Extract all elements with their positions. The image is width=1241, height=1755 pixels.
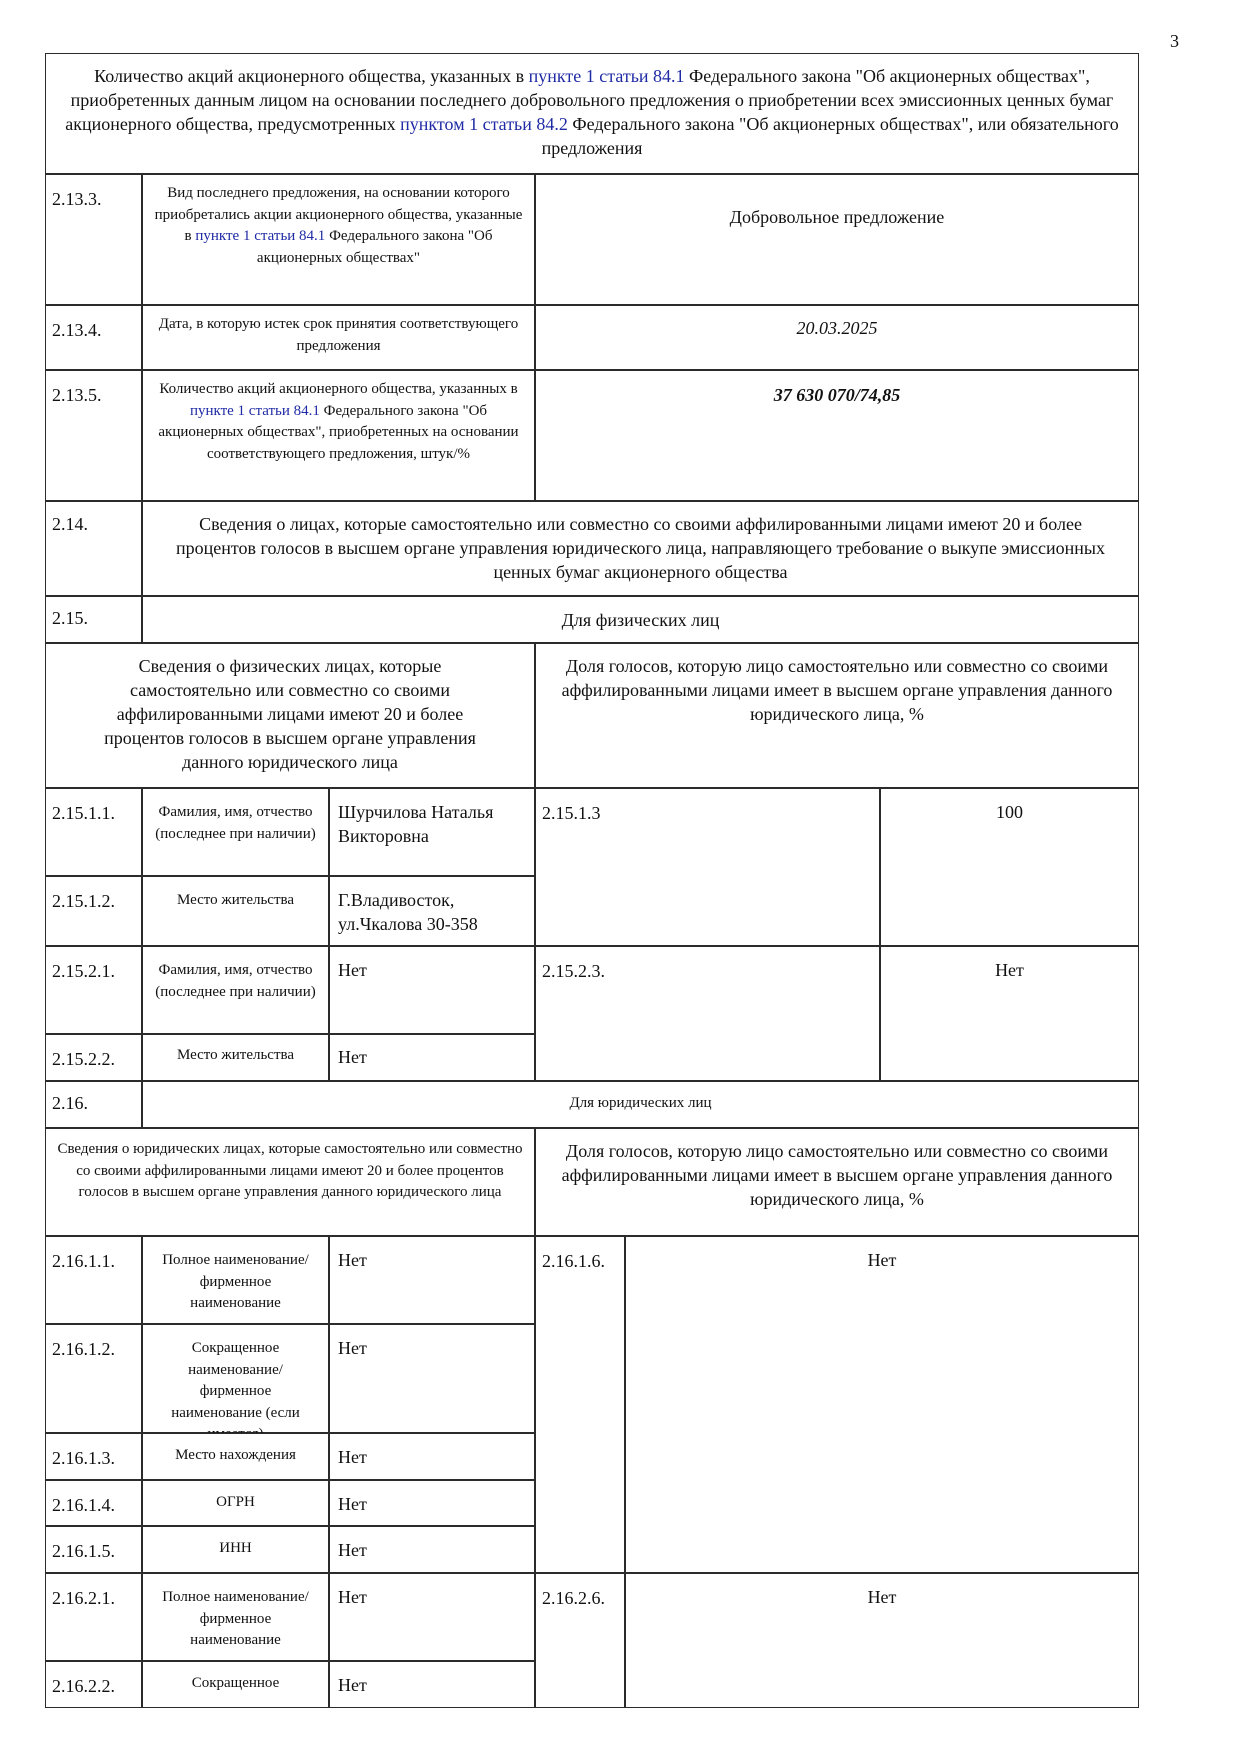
vote-share-number: 2.16.1.6. [535,1236,625,1573]
row-number: 2.16.1.2. [45,1324,142,1433]
row-number: 2.13.4. [45,305,142,370]
vote-share-value: Нет [880,946,1139,1081]
short-name-label: Сокращенное [142,1661,329,1708]
row-number: 2.16.2.1. [45,1573,142,1661]
offer-type-label [142,174,535,305]
offer-type-value: Добровольное предложение [535,174,1139,305]
vote-share-number: 2.15.2.3. [535,946,880,1081]
full-name-label: Полное наименование/фирменное наименование [142,1236,329,1324]
legal-entities-heading: Для юридических лиц [142,1081,1139,1128]
row-number: 2.15.1.2. [45,876,142,946]
inn-value: Нет [329,1526,535,1573]
label-text: Федерального закона "Об акционерных обществах" [256,228,493,266]
row-number: 2.16.1.1. [45,1236,142,1324]
vote-share-number: 2.15.1.3 [535,788,880,946]
short-name-label: Сокращенное наименование/фирменное наименование (если [142,1324,329,1433]
shares-acquired-label [142,370,535,501]
location-label: Место нахождения [142,1433,329,1480]
full-name-value: Нет [329,1573,535,1661]
shares-acquired-value: 37 630 070/74,85 [535,370,1139,501]
residence-value: Г.Владивосток, ул.Чкалова 30-358 [329,876,535,946]
individuals-info-heading: Сведения о физических лицах, которые самостоятельно или совместно со своими аффилированными лицами имеют 20 и более процентов голосов в высшем органе управления данного юридического лица [45,643,535,788]
vote-share-heading: Доля голосов, которую лицо самостоятельно или совместно со своими аффилированными лицами имеет в высшем органе управления данного юридического лица, % [535,1128,1139,1236]
short-name-value: Нет [329,1661,535,1708]
row-number: 2.15.2.2. [45,1034,142,1081]
label-text: Количество акций акционерного общества, указанных в [159,381,518,397]
individuals-heading: Для физических лиц [142,596,1139,643]
offer-expiry-date: 20.03.2025 [535,305,1139,370]
row-number: 2.15.1.1. [45,788,142,876]
header-text-2: Федерального закона "Об акционерных обществах", приобретенных данным лицом на основании последнего добровольного предложения о приобретении всех эмиссионных ценных бумаг акционерного общества, предусмотренных [65,66,1114,134]
vote-share-heading: Доля голосов, которую лицо самостоятельно или совместно со своими аффилированными лицами имеет в высшем органе управления данного юридического лица, % [535,643,1139,788]
law-link-84-1[interactable]: пункте 1 статьи 84.1 [195,228,326,244]
residence-label: Место жительства [142,1034,329,1081]
full-name-label: Фамилия, имя, отчество (последнее при наличии) [142,946,329,1034]
row-number: 2.13.3. [45,174,142,305]
ogrn-value: Нет [329,1480,535,1526]
row-number: 2.14. [45,501,142,596]
header-text-3: Федерального закона "Об акционерных обществах", или обязательного предложения [541,114,1119,158]
law-link-84-1[interactable]: пункте 1 статьи 84.1 [528,66,685,86]
vote-share-value: 100 [880,788,1139,946]
short-name-value: Нет [329,1324,535,1433]
location-value: Нет [329,1433,535,1480]
legal-entities-info-heading: Сведения о юридических лицах, которые самостоятельно или совместно со своими аффилированными лицами имеют 20 и более процентов голосов в высшем органе управления данного юридического лица [45,1128,535,1236]
header-text-1: Количество акций акционерного общества, указанных в [94,66,529,86]
row-number: 2.15. [45,596,142,643]
section-header [45,53,1139,174]
residence-label: Место жительства [142,876,329,946]
row-number: 2.16.1.3. [45,1433,142,1480]
full-name-value: Шурчилова Наталья Викторовна [329,788,535,876]
law-link-84-2[interactable]: пунктом 1 статьи 84.2 [400,114,568,134]
inn-label: ИНН [142,1526,329,1573]
vote-share-number: 2.16.2.6. [535,1573,625,1708]
label-text: Вид последнего предложения, на основании которого приобретались акции акционерного общества, указанные в [154,185,523,244]
vote-share-value: Нет [625,1236,1139,1573]
ogrn-label: ОГРН [142,1480,329,1526]
row-number: 2.16.2.2. [45,1661,142,1708]
row-number: 2.16.1.4. [45,1480,142,1526]
controlling-persons-heading: Сведения о лицах, которые самостоятельно или совместно со своими аффилированными лицами имеют 20 и более процентов голосов в высшем органе управления юридического лица, направляющего требование о выкупе эмиссионных ценных бумаг акционерного общества [142,501,1139,596]
label-text: Федерального закона "Об акционерных обществах", приобретенных на основании соответствующего предложения, штук/% [158,402,519,462]
row-number: 2.16.1.5. [45,1526,142,1573]
offer-expiry-label: Дата, в которую истек срок принятия соответствующего предложения [142,305,535,370]
full-name-value: Нет [329,1236,535,1324]
full-name-value: Нет [329,946,535,1034]
full-name-label: Полное наименование/фирменное наименование [142,1573,329,1661]
residence-value: Нет [329,1034,535,1081]
full-name-label: Фамилия, имя, отчество (последнее при наличии) [142,788,329,876]
law-link-84-1[interactable]: пункте 1 статьи 84.1 [189,402,320,419]
page-number: 3 [1170,31,1179,51]
vote-share-value: Нет [625,1573,1139,1708]
row-number: 2.15.2.1. [45,946,142,1034]
row-number: 2.13.5. [45,370,142,501]
row-number: 2.16. [45,1081,142,1128]
